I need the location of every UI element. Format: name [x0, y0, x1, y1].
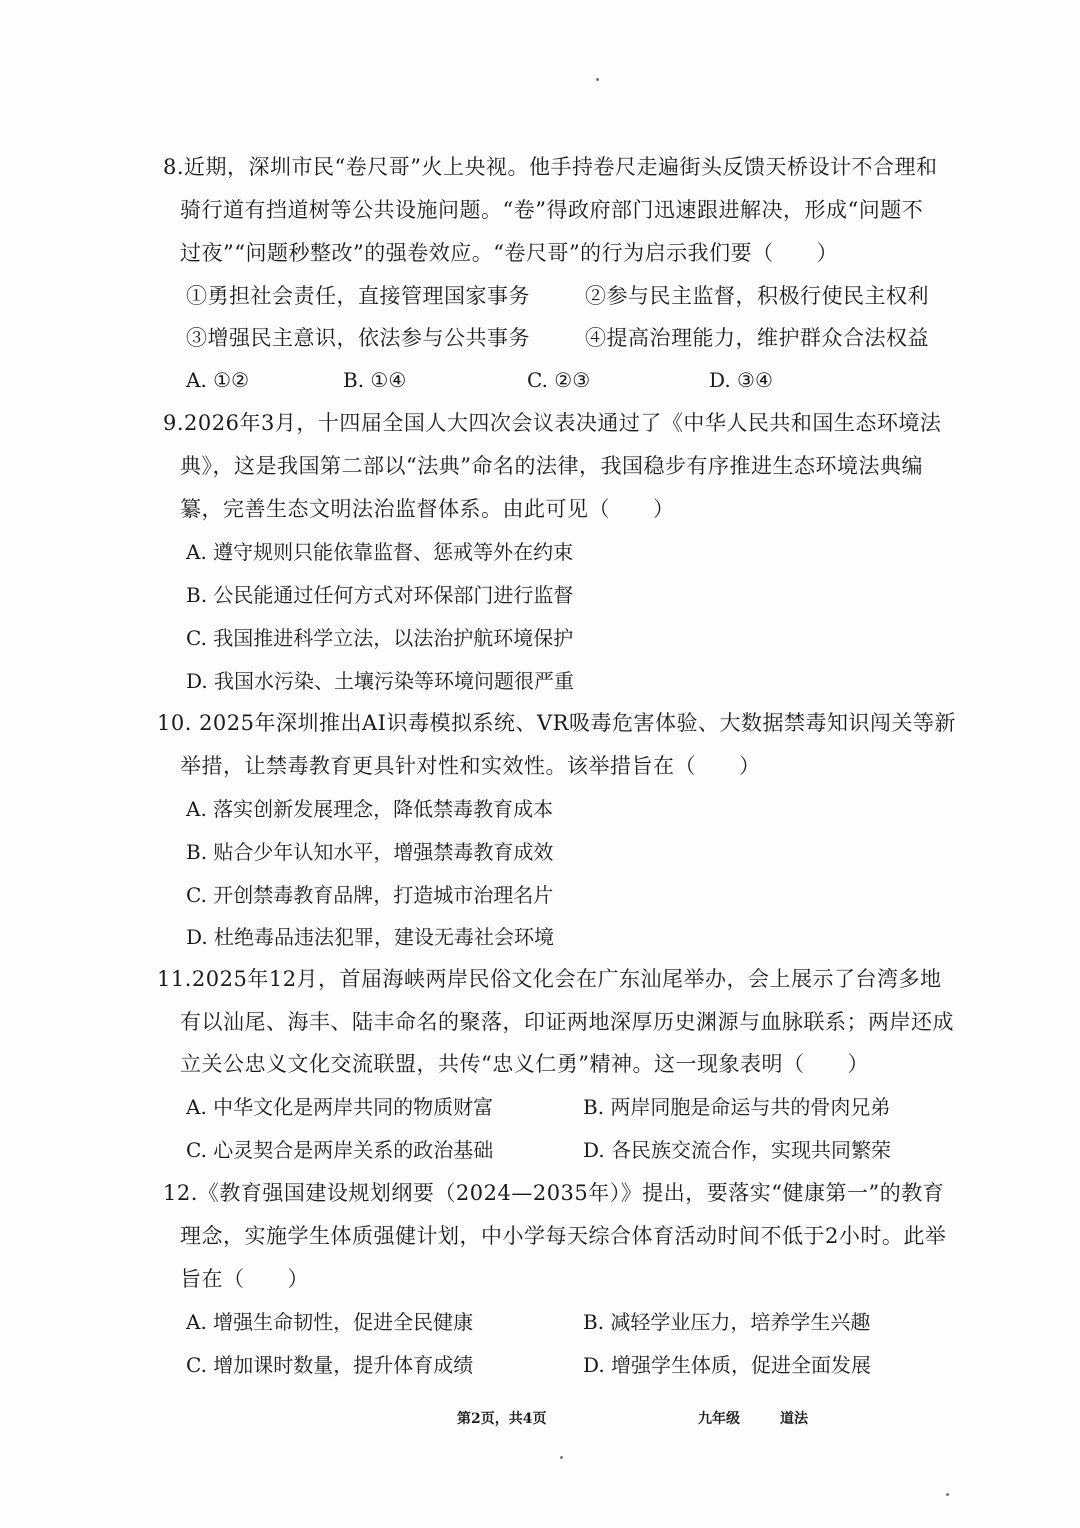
q10-option-d: D. 杜绝毒品违法犯罪，建设无毒社会环境 [186, 925, 555, 949]
q9-option-d: D. 我国水污染、土壤污染等环境问题很严重 [186, 669, 575, 693]
scan-speck [596, 78, 599, 81]
q12-line-1: 12.《教育强国建设规划纲要（2024—2035年）》提出，要落实“健康第一”的教育 [163, 1181, 945, 1205]
q10-line-1: 10. 2025年深圳推出AI识毒模拟系统、VR吸毒危害体验、大数据禁毒知识闯关等新 [157, 711, 956, 735]
q11-option-d: D. 各民族交流合作，实现共同繁荣 [583, 1138, 892, 1162]
q11-option-c: C. 心灵契合是两岸关系的政治基础 [186, 1138, 494, 1162]
q8-statement-2: ②参与民主监督，积极行使民主权利 [585, 284, 929, 308]
q11-line-1: 11.2025年12月，首届海峡两岸民俗文化会在广东汕尾举办，会上展示了台湾多地 [157, 967, 942, 991]
scan-speck [946, 1493, 949, 1496]
q12-line-2: 理念，实施学生体质强健计划，中小学每天综合体育活动时间不低于2小时。此举 [180, 1224, 947, 1248]
q11-option-a: A. 中华文化是两岸共同的物质财富 [186, 1095, 494, 1119]
footer-grade: 九年级 [698, 1411, 740, 1427]
q11-option-b: B. 两岸同胞是命运与共的骨肉兄弟 [583, 1095, 891, 1119]
q8-statement-4: ④提高治理能力，维护群众合法权益 [585, 326, 929, 350]
q12-line-3: 旨在（ ） [180, 1267, 309, 1291]
q8-option-a: A. ①② [186, 368, 250, 392]
q8-option-d: D. ③④ [709, 368, 773, 392]
q8-line-2: 骑行道有挡道树等公共设施问题。“卷”得政府部门迅速跟进解决，形成“问题不 [180, 198, 924, 222]
q10-option-c: C. 开创禁毒教育品牌，打造城市治理名片 [186, 883, 554, 907]
q8-option-b: B. ①④ [343, 368, 407, 392]
q8-statement-1: ①勇担社会责任，直接管理国家事务 [186, 284, 530, 308]
q9-line-2: 典》，这是我国第二部以“法典”命名的法律，我国稳步有序推进生态环境法典编 [180, 454, 923, 478]
q10-option-b: B. 贴合少年认知水平，增强禁毒教育成效 [186, 840, 554, 864]
q9-option-b: B. 公民能通过任何方式对环保部门进行监督 [186, 583, 574, 607]
q12-option-d: D. 增强学生体质，促进全面发展 [583, 1353, 872, 1377]
q10-option-a: A. 落实创新发展理念，降低禁毒教育成本 [186, 797, 554, 821]
q9-option-c: C. 我国推进科学立法，以法治护航环境保护 [186, 626, 574, 650]
q12-option-c: C. 增加课时数量，提升体育成绩 [186, 1353, 474, 1377]
q8-statement-3: ③增强民主意识，依法参与公共事务 [186, 326, 530, 350]
footer-subject: 道法 [780, 1411, 808, 1427]
q8-line-3: 过夜”“问题秒整改”的强卷效应。“卷尺哥”的行为启示我们要（ ） [180, 241, 839, 265]
q12-option-b: B. 减轻学业压力，培养学生兴趣 [583, 1310, 871, 1334]
q8-option-c: C. ②③ [527, 368, 591, 392]
q9-line-3: 纂，完善生态文明法治监督体系。由此可见（ ） [180, 497, 675, 521]
q9-option-a: A. 遵守规则只能依靠监督、惩戒等外在约束 [186, 540, 574, 564]
q8-line-1: 8.近期，深圳市民“卷尺哥”火上央视。他手持卷尺走遍街头反馈天桥设计不合理和 [163, 155, 938, 179]
scan-speck [560, 1456, 563, 1459]
q11-line-3: 立关公忠义文化交流联盟，共传“忠义仁勇”精神。这一现象表明（ ） [180, 1052, 869, 1076]
q10-line-2: 举措，让禁毒教育更具针对性和实效性。该举措旨在（ ） [180, 754, 761, 778]
q9-line-1: 9.2026年3月，十四届全国人大四次会议表决通过了《中华人民共和国生态环境法 [163, 411, 942, 435]
q12-option-a: A. 增强生命韧性，促进全民健康 [186, 1310, 474, 1334]
q11-line-2: 有以汕尾、海丰、陆丰命名的聚落，印证两地深厚历史渊源与血脉联系；两岸还成 [180, 1010, 954, 1034]
footer-page-number: 第2页，共4页 [457, 1411, 547, 1427]
